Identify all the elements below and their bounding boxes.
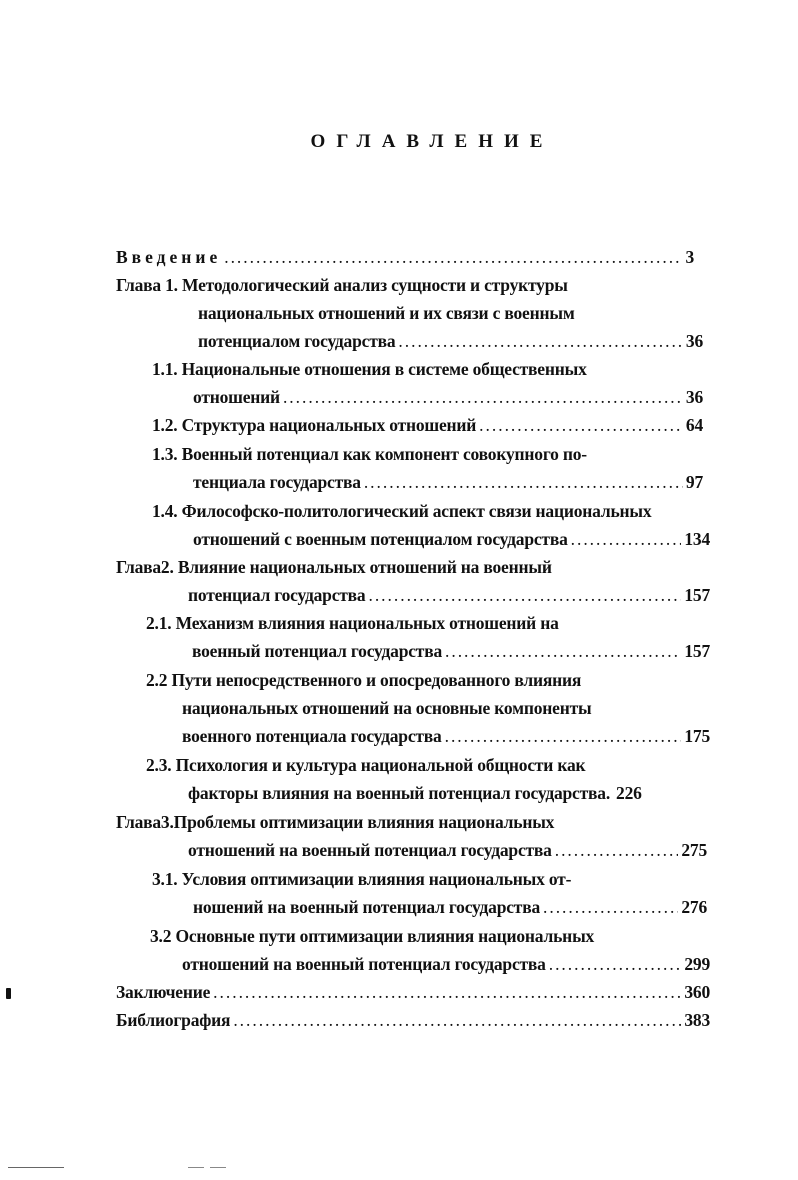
toc-entry-text: 1.2. Структура национальных отношений xyxy=(152,415,477,435)
toc-page-number: 36 xyxy=(685,387,703,407)
toc-entry-chapter-2-line-2[interactable] xyxy=(188,582,710,608)
toc-entry-text: отношений xyxy=(193,387,280,407)
toc-entry-2-2-line-2[interactable]: национальных отношений на основные компоненты xyxy=(182,698,592,718)
toc-entry-1-3-line-2[interactable] xyxy=(193,469,703,495)
toc-entry-text: потенциал государства xyxy=(188,585,366,605)
toc-entry-1-1-line-2[interactable] xyxy=(193,384,703,410)
toc-page-number: 360 xyxy=(684,982,710,1002)
toc-entry-chapter-1-line-2[interactable]: национальных отношений и их связи с военным xyxy=(198,303,575,323)
toc-entry-chapter-1-line-3[interactable] xyxy=(198,328,703,354)
toc-page-number: 157 xyxy=(684,585,710,605)
toc-page-number: 64 xyxy=(685,415,703,435)
toc-entry-text: ношений на военный потенциал государства xyxy=(193,897,540,917)
leader-dots xyxy=(479,412,683,438)
scan-artifact-dash xyxy=(210,1167,226,1168)
leader-dots xyxy=(364,469,683,495)
toc-entry-chapter-3-line-2[interactable] xyxy=(188,837,707,863)
toc-entry-2-2-line-1[interactable]: 2.2 Пути непосредственного и опосредованного влияния xyxy=(146,670,582,690)
scan-artifact-dash xyxy=(188,1167,204,1168)
toc-entry-text: факторы влияния на военный потенциал государства. xyxy=(188,783,611,803)
toc-entry-text: отношений с военным потенциалом государства xyxy=(193,529,568,549)
toc-entry-introduction[interactable] xyxy=(116,244,694,270)
toc-entry-2-1-line-2[interactable] xyxy=(192,638,710,664)
toc-entry-text: отношений на военный потенциал государства xyxy=(188,840,552,860)
leader-dots xyxy=(283,384,683,410)
toc-page-number: 226 xyxy=(616,783,642,803)
toc-entry-2-1-line-1[interactable]: 2.1. Механизм влияния национальных отношений на xyxy=(146,613,559,633)
leader-dots xyxy=(543,894,678,920)
toc-entry-2-3-line-2[interactable] xyxy=(188,780,710,806)
toc-entry-chapter-1-line-1[interactable]: Глава 1. Методологический анализ сущности и структуры xyxy=(116,275,568,295)
toc-page-number: 157 xyxy=(684,641,710,661)
leader-dots xyxy=(445,638,681,664)
toc-page-number: 275 xyxy=(681,840,707,860)
toc-entry-1-4-line-2[interactable] xyxy=(193,526,710,552)
toc-entry-chapter-3-line-1[interactable]: Глава3.Проблемы оптимизации влияния национальных xyxy=(116,812,555,832)
toc-entry-3-1-line-1[interactable]: 3.1. Условия оптимизации влияния национальных от- xyxy=(152,869,572,889)
toc-entry-conclusion[interactable] xyxy=(116,979,710,1005)
toc-entry-1-3-line-1[interactable]: 1.3. Военный потенциал как компонент совокупного по- xyxy=(152,444,587,464)
toc-entry-text: Заключение xyxy=(116,982,211,1002)
leader-dots xyxy=(224,244,682,270)
toc-entry-3-2-line-1[interactable]: 3.2 Основные пути оптимизации влияния национальных xyxy=(150,926,595,946)
toc-entry-text: военный потенциал государства xyxy=(192,641,442,661)
leader-dots xyxy=(549,951,682,977)
scan-artifact-mark xyxy=(6,988,11,999)
toc-page-number: 134 xyxy=(684,529,710,549)
toc-entry-text: Введение xyxy=(116,247,222,267)
page-title: ОГЛАВЛЕНИЕ xyxy=(310,131,554,152)
toc-entry-3-1-line-2[interactable] xyxy=(193,894,707,920)
leader-dots xyxy=(368,582,681,608)
toc-page-number: 299 xyxy=(684,954,710,974)
toc-page-number: 36 xyxy=(685,331,703,351)
toc-entry-text: тенциала государства xyxy=(193,472,361,492)
toc-entry-2-3-line-1[interactable]: 2.3. Психология и культура национальной общности как xyxy=(146,755,586,775)
leader-dots xyxy=(555,837,679,863)
toc-entry-text: военного потенциала государства xyxy=(182,726,442,746)
toc-entry-1-4-line-1[interactable]: 1.4. Философско-политологический аспект связи национальных xyxy=(152,501,652,521)
scan-artifact-line xyxy=(8,1167,64,1168)
leader-dots xyxy=(445,723,682,749)
leader-dots xyxy=(571,526,682,552)
toc-page-number: 97 xyxy=(685,472,703,492)
toc-page-number: 383 xyxy=(684,1010,710,1030)
toc-page-number: 3 xyxy=(685,247,694,267)
toc-entry-3-2-line-2[interactable] xyxy=(182,951,710,977)
toc-page-number: 276 xyxy=(681,897,707,917)
leader-dots xyxy=(213,979,681,1005)
toc-entry-text: Библиография xyxy=(116,1010,231,1030)
toc-entry-chapter-2-line-1[interactable]: Глава2. Влияние национальных отношений на военный xyxy=(116,557,552,577)
toc-entry-text: отношений на военный потенциал государства xyxy=(182,954,546,974)
toc-page-number: 175 xyxy=(684,726,710,746)
leader-dots xyxy=(233,1007,681,1033)
leader-dots xyxy=(398,328,682,354)
toc-entry-2-2-line-3[interactable] xyxy=(182,723,710,749)
toc-entry-bibliography[interactable] xyxy=(116,1007,710,1033)
toc-entry-1-1-line-1[interactable]: 1.1. Национальные отношения в системе общественных xyxy=(152,359,587,379)
toc-entry-text: потенциалом государства xyxy=(198,331,396,351)
toc-entry-1-2[interactable] xyxy=(152,412,703,438)
